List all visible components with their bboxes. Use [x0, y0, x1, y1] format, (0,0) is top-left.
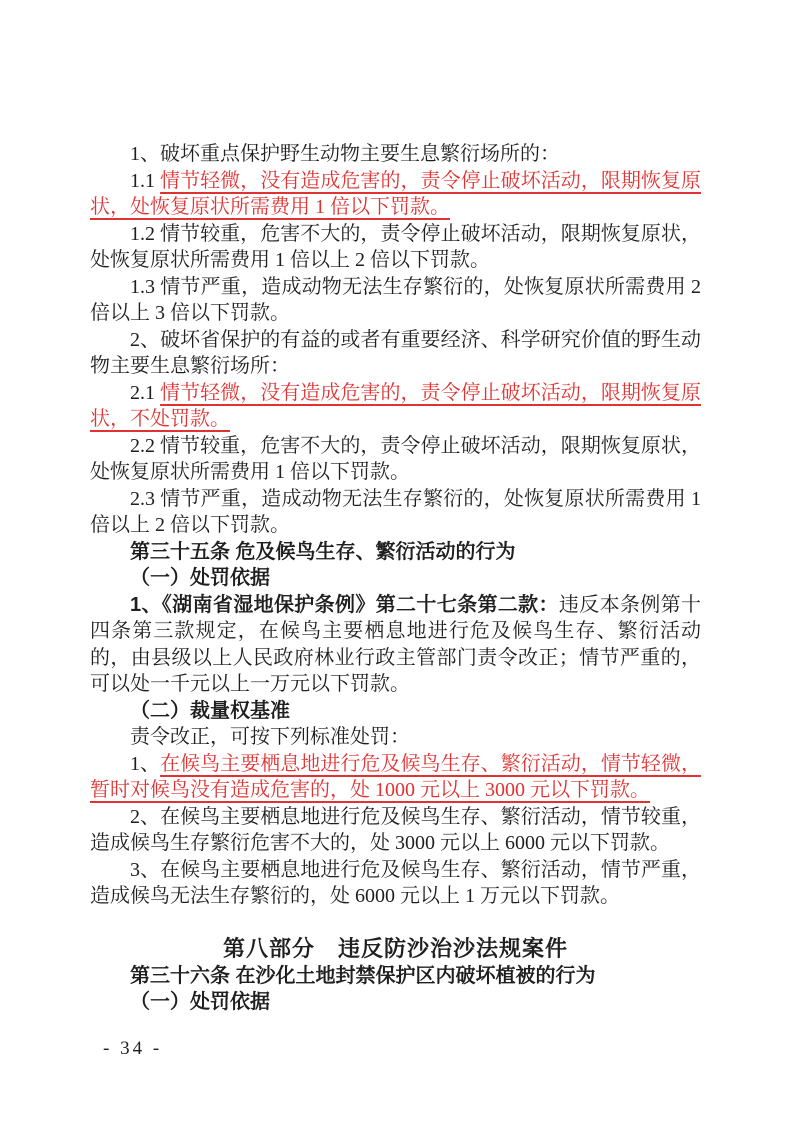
body-paragraph	[90, 857, 701, 910]
page-number: - 34 -	[103, 1037, 163, 1059]
heading-paragraph	[90, 989, 701, 1016]
text-run: 2.1	[130, 381, 161, 404]
text-run: 1、《湖南省湿地保护条例》第二十七条第二款：	[130, 593, 559, 616]
text-run: 第三十六条 在沙化土地封禁保护区内破坏植被的行为	[130, 964, 596, 987]
red-underlined-text-run: 情节轻微，没有造成危害的，责令停止破坏活动，限期恢复原状，处恢复原状所需费用 1 倍以下罚款。	[90, 169, 702, 218]
text-run: 违反本条例第十四条第三款规定，在候鸟主要栖息地进行危及候鸟生存、繁衍活动的，由县级以上人民政府林业行政主管部门责令改正；情节严重的，可以处一千元以上一万元以下罚款。	[90, 593, 702, 695]
heading-paragraph	[90, 698, 701, 725]
body-paragraph	[90, 327, 701, 380]
body-paragraph	[90, 804, 701, 857]
text-run: 2.3 情节严重，造成动物无法生存繁衍的，处恢复原状所需费用 1 倍以上 2 倍以下罚款。	[90, 487, 701, 536]
body-paragraph	[90, 274, 701, 327]
body-paragraph	[90, 221, 701, 274]
body-paragraph	[90, 724, 701, 751]
body-paragraph	[90, 433, 701, 486]
heading-paragraph	[90, 565, 701, 592]
text-run: 1.1	[130, 169, 161, 192]
text-run: （二）裁量权基准	[130, 699, 290, 722]
text-run: 第八部分 违反防沙治沙法规案件	[222, 936, 568, 961]
red-underlined-text-run: 在候鸟主要栖息地进行危及候鸟生存、繁衍活动，情节轻微，暂时对候鸟没有造成危害的，处 1000 元以上 3000 元以下罚款。	[90, 752, 702, 801]
document-body	[90, 141, 701, 1016]
body-paragraph	[90, 592, 701, 698]
heading-paragraph	[90, 539, 701, 566]
text-run: 1.3 情节严重，造成动物无法生存繁衍的，处恢复原状所需费用 2 倍以上 3 倍以下罚款。	[90, 275, 701, 324]
body-paragraph	[90, 168, 701, 221]
text-run: （一）处罚依据	[130, 567, 270, 589]
text-run: 责令改正，可按下列标准处罚：	[130, 726, 410, 748]
body-paragraph	[90, 380, 701, 433]
red-underlined-text-run: 情节轻微，没有造成危害的，责令停止破坏活动，限期恢复原状，不处罚款。	[90, 381, 702, 430]
text-run: 1、	[130, 752, 161, 775]
text-run: 2.2 情节较重，危害不大的，责令停止破坏活动，限期恢复原状，处恢复原状所需费用 1 倍以下罚款。	[90, 434, 701, 483]
text-run: 1、破坏重点保护野生动物主要生息繁衍场所的：	[130, 143, 560, 165]
body-paragraph	[90, 751, 701, 804]
text-run: 第三十五条 危及候鸟生存、繁衍活动的行为	[130, 540, 516, 563]
text-run: 2、在候鸟主要栖息地进行危及候鸟生存、繁衍活动，情节较重，造成候鸟生存繁衍危害不大的，处 3000 元以上 6000 元以下罚款。	[90, 805, 701, 854]
heading-paragraph	[90, 963, 701, 990]
body-paragraph	[90, 486, 701, 539]
text-run: 2、破坏省保护的有益的或者有重要经济、科学研究价值的野生动物主要生息繁衍场所：	[90, 328, 701, 377]
body-paragraph	[90, 141, 701, 168]
text-run: 3、在候鸟主要栖息地进行危及候鸟生存、繁衍活动，情节严重，造成候鸟无法生存繁衍的，处 6000 元以上 1 万元以下罚款。	[90, 858, 701, 907]
text-run: 1.2 情节较重，危害不大的，责令停止破坏活动，限期恢复原状，处恢复原状所需费用 1 倍以上 2 倍以下罚款。	[90, 222, 701, 271]
text-run: （一）处罚依据	[130, 991, 270, 1013]
section-title	[90, 936, 701, 963]
